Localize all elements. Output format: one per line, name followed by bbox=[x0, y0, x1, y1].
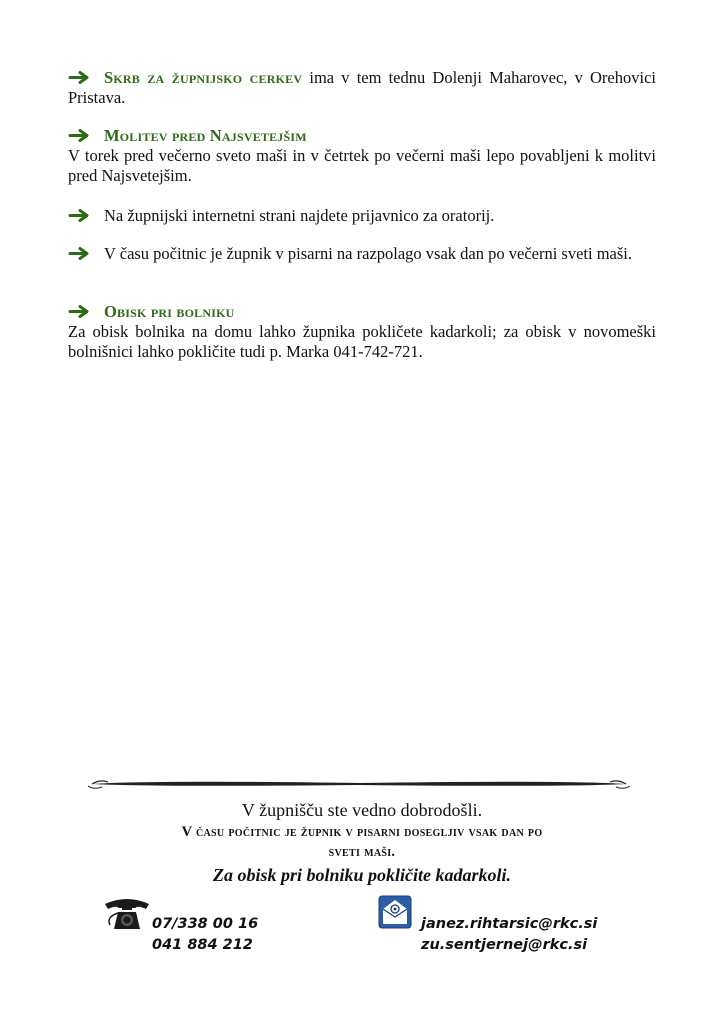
footer-notice-line: sveti maši. bbox=[328, 844, 396, 860]
footer-notice-line: V času počitnic je župnik v pisarni dosegljiv vsak dan po bbox=[181, 824, 543, 840]
notice-heading: Obisk pri bolniku bbox=[104, 302, 235, 321]
arrow-right-icon bbox=[68, 209, 90, 222]
notice-heading: Molitev pred Najsvetejšim bbox=[104, 126, 307, 145]
footer-welcome: V župnišču ste vedno dobrodošli. bbox=[241, 800, 483, 820]
footer-office-notice bbox=[80, 822, 644, 862]
notice-text: V času počitnic je župnik v pisarni na razpolago vsak dan po večerni sveti maši. bbox=[104, 244, 632, 263]
notice-text: ima v tem tednu Dolenji Maharovec, v Orehovici Pristava. bbox=[68, 68, 656, 107]
notice-oratory bbox=[68, 206, 656, 226]
notice-cleaning bbox=[68, 68, 656, 108]
phone-number[interactable]: 041 884 212 bbox=[152, 937, 253, 953]
arrow-right-icon bbox=[68, 129, 90, 142]
notice-adoration bbox=[68, 126, 656, 186]
notice-sick-visit bbox=[68, 302, 656, 362]
notice-text: Na župnijski internetni strani najdete prijavnico za oratorij. bbox=[104, 206, 495, 225]
email-address[interactable]: janez.rihtarsic@rkc.si bbox=[421, 916, 598, 932]
notice-office-hours bbox=[68, 244, 656, 264]
contact-phones bbox=[152, 914, 258, 956]
telephone-icon bbox=[102, 895, 152, 931]
email-envelope-icon bbox=[378, 895, 412, 929]
arrow-right-icon bbox=[68, 305, 90, 318]
email-address[interactable]: zu.sentjernej@rkc.si bbox=[421, 937, 588, 953]
notice-text: V torek pred večerno sveto maši in v četrtek po večerni maši lepo povabljeni k molitvi pred Najsvetejšim. bbox=[68, 146, 656, 185]
arrow-right-icon bbox=[68, 71, 90, 84]
phone-number[interactable]: 07/338 00 16 bbox=[152, 916, 259, 932]
decorative-divider bbox=[88, 777, 630, 791]
footer-visit-notice: Za obisk pri bolniku pokličite kadarkoli. bbox=[212, 865, 512, 885]
notice-text: Za obisk bolnika na domu lahko župnika pokličete kadarkoli; za obisk v novomeški bolnišnici lahko pokličite tudi p. Marka 041-742-721. bbox=[68, 322, 656, 361]
contact-emails bbox=[421, 914, 597, 956]
notice-heading: Skrb za župnijsko cerkev bbox=[104, 68, 303, 87]
arrow-right-icon bbox=[68, 247, 90, 260]
